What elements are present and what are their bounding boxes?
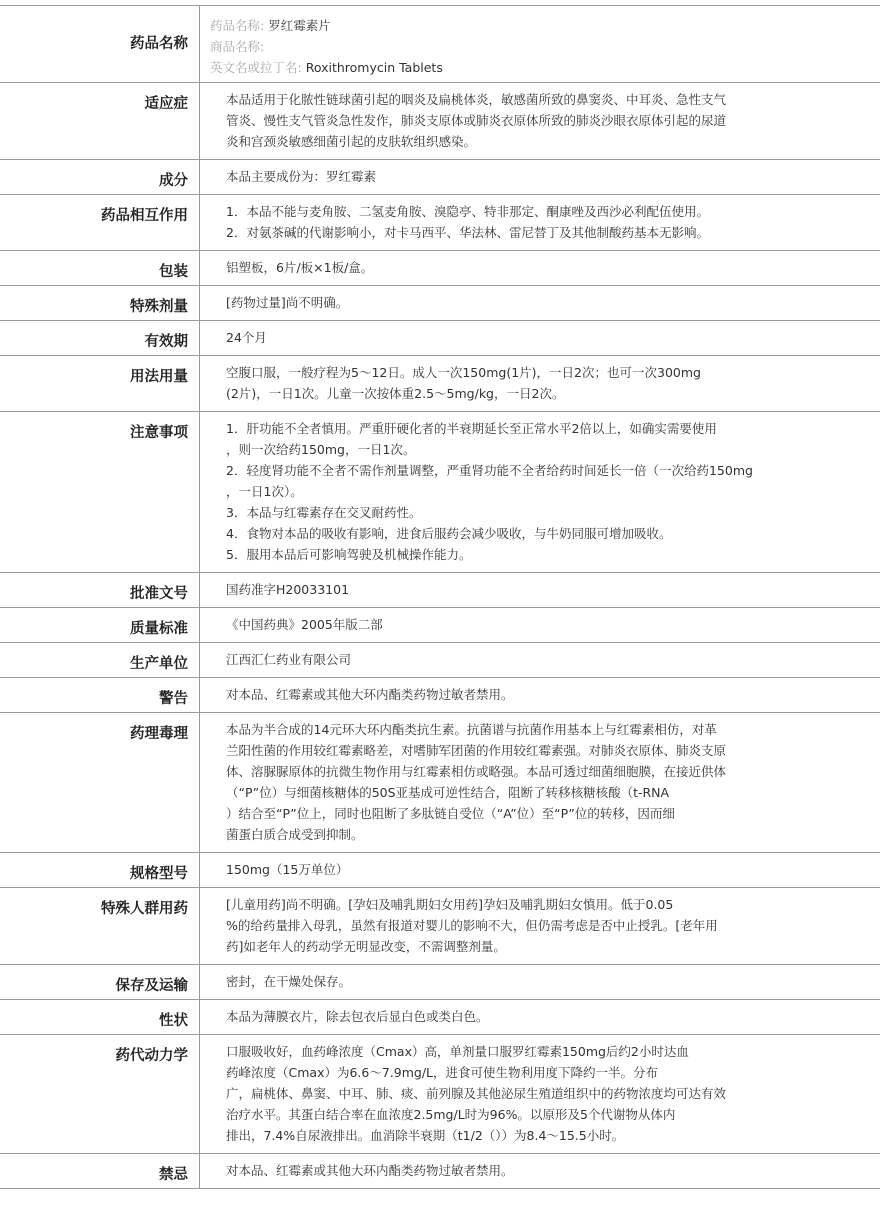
value-line: 对本品、红霉素或其他大环内酯类药物过敏者禁用。 (226, 1163, 514, 1178)
row-label: 禁忌 (0, 1154, 200, 1188)
row-label: 特殊人群用药 (0, 888, 200, 964)
value-line: 1．肝功能不全者慎用。严重肝硬化者的半衰期延长至正常水平2倍以上，如确实需要使用 (226, 421, 717, 436)
drug-names-block (200, 6, 880, 82)
row-value (200, 195, 880, 250)
value-line: ，一日1次）。 (226, 484, 303, 499)
row-drug-names (0, 5, 880, 83)
generic-name-key: 药品名称: (210, 18, 265, 33)
generic-name-line (210, 15, 860, 36)
row-label: 药代动力学 (0, 1035, 200, 1153)
trade-name-key: 商品名称: (210, 39, 265, 54)
value-line: ）结合至“P”位上，同时也阻断了多肽链自受位（“A”位）至“P”位的转移，因而细 (226, 806, 675, 821)
row-shelf_life (0, 321, 880, 356)
value-line: 药峰浓度（Cmax）为6.6～7.9mg/L，进食可使生物利用度下降约一半。分布 (226, 1065, 659, 1080)
row-pharmacology (0, 713, 880, 853)
row-interactions (0, 195, 880, 251)
row-value (200, 83, 880, 159)
row-value (200, 321, 880, 355)
row-label: 警告 (0, 678, 200, 712)
row-value (200, 1035, 880, 1153)
generic-name-value: 罗红霉素片 (268, 18, 331, 33)
row-value (200, 965, 880, 999)
value-line: 口服吸收好，血药峰浓度（Cmax）高，单剂量口服罗红霉素150mg后约2小时达血 (226, 1044, 689, 1059)
value-line: 150mg（15万单位） (226, 862, 349, 877)
value-line: (2片)，一日1次。儿童一次按体重2.5～5mg/kg，一日2次。 (226, 386, 565, 401)
row-description (0, 1000, 880, 1035)
row-label: 规格型号 (0, 853, 200, 887)
row-pharmacokinetics (0, 1035, 880, 1154)
row-packaging (0, 251, 880, 286)
row-precautions (0, 412, 880, 573)
english-name-line (210, 57, 860, 78)
row-value (200, 608, 880, 642)
value-line: 4．食物对本品的吸收有影响，进食后服药会减少吸收，与牛奶同服可增加吸收。 (226, 526, 672, 541)
row-label: 生产单位 (0, 643, 200, 677)
row-label: 注意事项 (0, 412, 200, 572)
row-label: 药理毒理 (0, 713, 200, 852)
row-label: 用法用量 (0, 356, 200, 411)
row-label: 保存及运输 (0, 965, 200, 999)
value-line: 炎和宫颈炎敏感细菌引起的皮肤软组织感染。 (226, 134, 477, 149)
value-line: 排出，7.4%自尿液排出。血消除半衰期（t1/2（））为8.4～15.5小时。 (226, 1128, 625, 1143)
value-line: ，则一次给药150mg，一日1次。 (226, 442, 416, 457)
value-line: 药]如老年人的药动学无明显改变，不需调整剂量。 (226, 939, 506, 954)
row-composition (0, 160, 880, 195)
value-line: 密封，在干燥处保存。 (226, 974, 352, 989)
value-line: 《中国药典》2005年版二部 (226, 617, 383, 632)
row-storage (0, 965, 880, 1000)
row-label: 性状 (0, 1000, 200, 1034)
row-value (200, 1000, 880, 1034)
row-label: 成分 (0, 160, 200, 194)
value-line: [儿童用药]尚不明确。[孕妇及哺乳期妇女用药]孕妇及哺乳期妇女慎用。低于0.05 (226, 897, 674, 912)
row-value (200, 573, 880, 607)
value-line: 广，扁桃体、鼻窦、中耳、肺、痰、前列腺及其他泌尿生殖道组织中的药物浓度均可达有效 (226, 1086, 727, 1101)
value-line: 国药准字H20033101 (226, 582, 350, 597)
value-line: 江西汇仁药业有限公司 (226, 652, 352, 667)
value-line: 2．轻度肾功能不全者不需作剂量调整，严重肾功能不全者给药时间延长一倍（一次给药150mg (226, 463, 753, 478)
value-line: 体、溶脲脲原体的抗微生物作用与红霉素相仿或略强。本品可透过细菌细胞膜，在接近供体 (226, 764, 727, 779)
row-value (200, 678, 880, 712)
row-overdose (0, 286, 880, 321)
row-value (200, 286, 880, 320)
row-warning (0, 678, 880, 713)
row-contraindications (0, 1154, 880, 1189)
value-line: 本品主要成份为：罗红霉素 (226, 169, 377, 184)
value-line: 3．本品与红霉素存在交叉耐药性。 (226, 505, 422, 520)
row-value (200, 251, 880, 285)
row-value (200, 888, 880, 964)
value-line: 管炎、慢性支气管炎急性发作，肺炎支原体或肺炎衣原体所致的肺炎沙眼衣原体引起的尿道 (226, 113, 727, 128)
row-value (200, 643, 880, 677)
value-line: 24个月 (226, 330, 267, 345)
english-name-value: Roxithromycin Tablets (305, 60, 443, 75)
value-line: 菌蛋白质合成受到抑制。 (226, 827, 364, 842)
row-label: 药品名称 (0, 6, 200, 82)
value-line: 对本品、红霉素或其他大环内酯类药物过敏者禁用。 (226, 687, 514, 702)
english-name-key: 英文名或拉丁名: (210, 60, 302, 75)
row-label: 批准文号 (0, 573, 200, 607)
row-value (200, 160, 880, 194)
row-value (200, 412, 880, 572)
row-label: 药品相互作用 (0, 195, 200, 250)
value-line: 本品为薄膜衣片，除去包衣后显白色或类白色。 (226, 1009, 489, 1024)
row-indications (0, 83, 880, 160)
value-line: 本品为半合成的14元环大环内酯类抗生素。抗菌谱与抗菌作用基本上与红霉素相仿，对革 (226, 722, 717, 737)
row-dosage (0, 356, 880, 412)
row-label: 包装 (0, 251, 200, 285)
row-standard (0, 608, 880, 643)
drug-info-sheet (0, 5, 880, 1189)
row-value (200, 713, 880, 852)
row-manufacturer (0, 643, 880, 678)
row-value (200, 1154, 880, 1188)
value-line: 1．本品不能与麦角胺、二氢麦角胺、溴隐亭、特非那定、酮康唑及西沙必利配伍使用。 (226, 204, 709, 219)
value-line: 5．服用本品后可影响驾驶及机械操作能力。 (226, 547, 472, 562)
row-label: 特殊剂量 (0, 286, 200, 320)
row-value (200, 356, 880, 411)
trade-name-line (210, 36, 860, 57)
row-special_populations (0, 888, 880, 965)
row-label: 质量标准 (0, 608, 200, 642)
value-line: 治疗水平。其蛋白结合率在血浓度2.5mg/L时为96%。以原形及5个代谢物从体内 (226, 1107, 676, 1122)
row-label: 有效期 (0, 321, 200, 355)
value-line: 空腹口服，一般疗程为5～12日。成人一次150mg(1片)，一日2次；也可一次300mg (226, 365, 701, 380)
value-line: 本品适用于化脓性链球菌引起的咽炎及扁桃体炎，敏感菌所致的鼻窦炎、中耳炎、急性支气 (226, 92, 727, 107)
value-line: 铝塑板，6片/板×1板/盒。 (226, 260, 374, 275)
value-line: 2．对氨茶碱的代谢影响小，对卡马西平、华法林、雷尼替丁及其他制酸药基本无影响。 (226, 225, 709, 240)
value-line: （“P”位）与细菌核糖体的50S亚基成可逆性结合，阻断了转移核糖核酸（t-RNA (226, 785, 670, 800)
value-line: 兰阳性菌的作用较红霉素略差，对嗜肺军团菌的作用较红霉素强。对肺炎衣原体、肺炎支原 (226, 743, 727, 758)
value-line: %的给药量排入母乳，虽然有报道对婴儿的影响不大，但仍需考虑是否中止授乳。[老年用 (226, 918, 718, 933)
row-value (200, 853, 880, 887)
row-approval (0, 573, 880, 608)
row-specification (0, 853, 880, 888)
value-line: [药物过量]尚不明确。 (226, 295, 349, 310)
row-label: 适应症 (0, 83, 200, 159)
